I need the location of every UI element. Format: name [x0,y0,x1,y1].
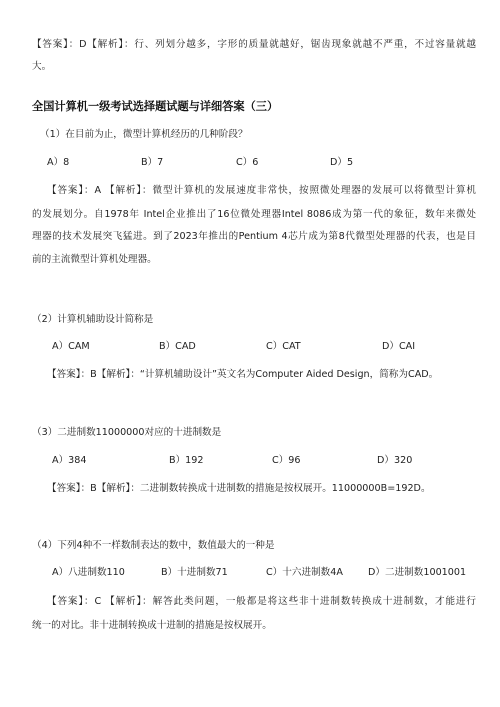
question-3-option-d: D）320 [377,455,413,466]
question-2-option-c: C）CAT [266,341,301,352]
question-1-option-d: D）5 [330,157,354,168]
question-1-stem: （1）在目前为止，微型计算机经历的几种阶段？ [40,129,248,140]
question-1-option-a: A）8 [47,157,70,168]
intro-line-2: 大。 [32,61,52,72]
question-2-answer-line-1: 【答案】：B【解析】：“计算机辅助设计”英文名为Computer Aided Design，简称为CAD。 [47,369,439,380]
question-1-option-b: B）7 [141,157,164,168]
question-1-answer-line-1: 【答案】：A 【解析】：微型计算机的发展速度非常快，按照微处理器的发展可以将微型计算机 [47,185,476,196]
question-4-option-a: A）八进制数110 [52,567,125,578]
question-3-answer-line-1: 【答案】：B【解析】：二进制数转换成十进制数的措施是按权展开。11000000B=192D。 [47,483,431,494]
question-3-option-b: B）192 [169,455,204,466]
question-1-answer-line-3: 理器的技术发展突飞猛进。到了2023年推出的Pentium 4芯片成为第8代微型处理器的代表，也是目 [32,231,476,242]
question-2-stem: （2）计算机辅助设计简称是 [32,314,154,325]
question-3-option-c: C）96 [272,455,301,466]
question-1-answer-line-2: 的发展划分。自1978年 Intel企业推出了16位微处理器Intel 8086成为第一代的象征，数年来微处 [32,209,476,220]
question-2-option-d: D）CAI [382,341,416,352]
question-4-option-c: C）十六进制数4A [266,567,343,578]
question-4-answer-line-2: 统一的对比。非十进制转换成十进制的措施是按权展开。 [32,620,272,631]
intro-line-1: 【答案】：D【解析】：行、列划分越多，字形的质量就越好，锯齿现象就越不严重，不过容量就越 [32,39,476,50]
section-heading: 全国计算机一级考试选择题试题与详细答案（三） [32,100,279,113]
question-3-stem: （3）二进制数11000000对应的十进制数是 [32,427,222,438]
question-4-option-d: D）二进制数1001001 [368,567,467,578]
question-2-option-b: B）CAD [159,341,196,352]
question-1-answer-line-4: 前的主流微型计算机处理器。 [32,254,157,265]
question-1-option-c: C）6 [236,157,259,168]
question-3-option-a: A）384 [52,455,87,466]
question-2-option-a: A）CAM [52,341,90,352]
question-4-stem: （4）下列4种不一样数制表达的数中，数值最大的一种是 [32,540,275,551]
question-4-option-b: B）十进制数71 [161,567,228,578]
question-4-answer-line-1: 【答案】：C 【解析】：解答此类问题，一般都是将这些非十进制数转换成十进制数，才能进行 [47,596,476,607]
